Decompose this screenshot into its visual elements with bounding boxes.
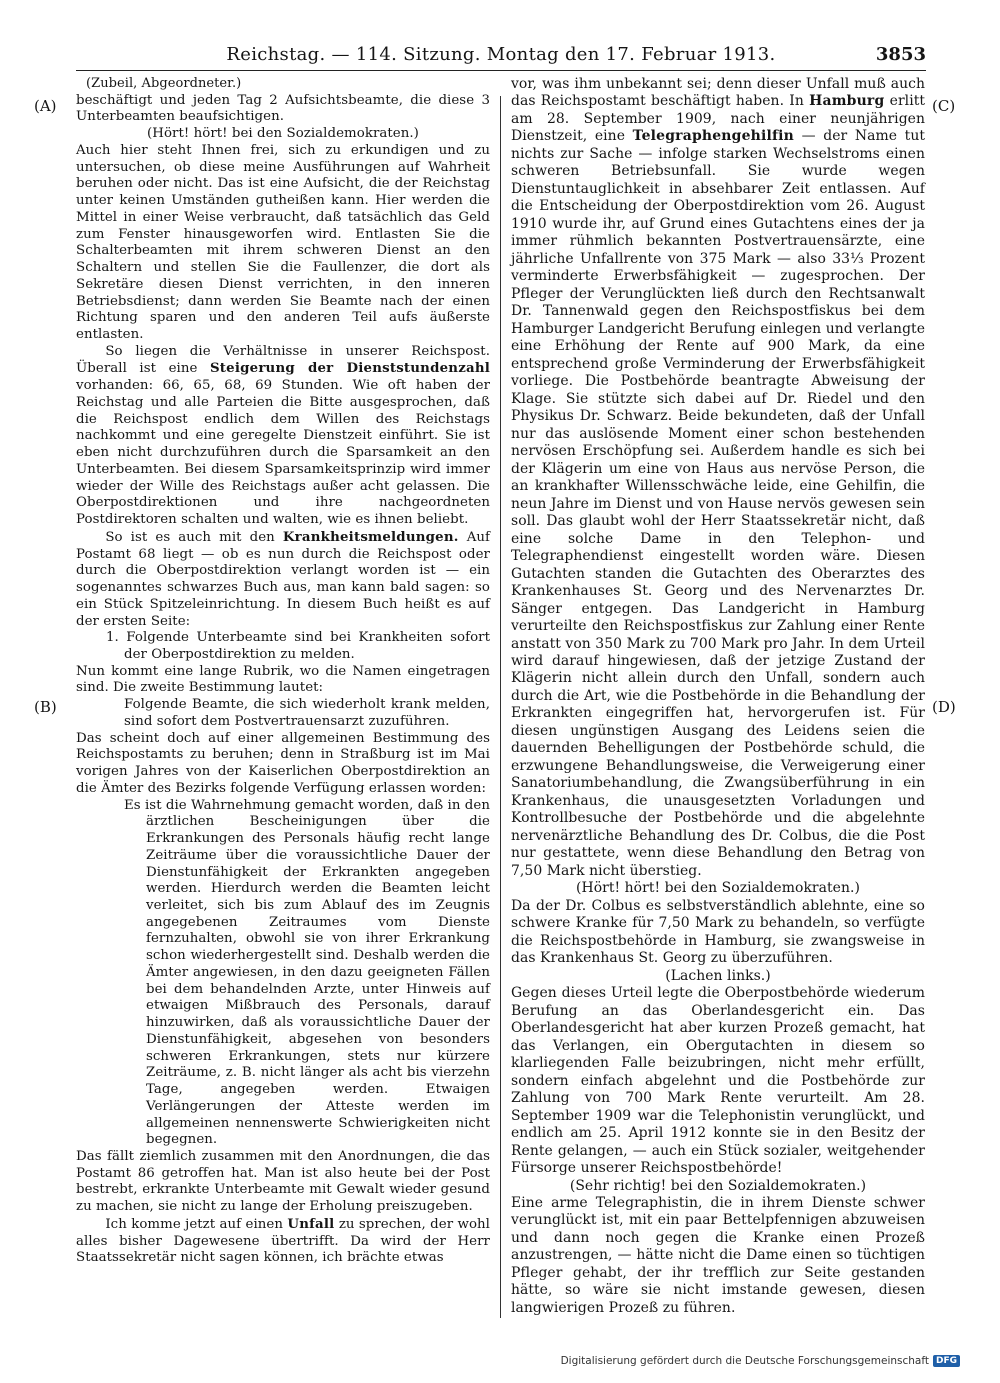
paragraph: Da der Dr. Colbus es selbstverständlich ablehnte, eine so schwere Kranke für 7,50 Mark zu behandeln, so verfügte die Reichspostbehörde in Hamburg, sie zwangsweise in das Krankenhaus St. Georg zu überzuführen. [511, 897, 925, 967]
paragraph: Nun kommt eine lange Rubrik, wo die Namen eingetragen sind. Die zweite Bestimmung lautet: [76, 663, 490, 696]
emphasis: Telegraphengehilfin [632, 128, 794, 145]
paragraph [76, 344, 490, 529]
paragraph [76, 1216, 490, 1267]
quote: 1. Folgende Unterbeamte sind bei Krankheiten sofort der Oberpostdirektion zu melden. [106, 630, 490, 662]
text: vorhanden: 66, 65, 68, 69 Stunden. Wie oft haben der Reichstag und alle Parteien die Bitte ausgesprochen, daß die Reichspost endlich dem Willen des Reichstags nachkommt und eine geregelte Dienstzeit einführt. Sie ist eben nicht durchzuführen durch die Sparsamkeit an den Unterbeamten. Bei diesem Sparsamkeitsprinzip wird immer wieder der Wille des Reichstags außer acht gelassen. Die Oberpostdirektionen und ihre nachgeordneten Postdirektoren schalten und walten, wie es ihnen beliebt. [76, 378, 490, 528]
paragraph [76, 529, 490, 630]
text: vor, was ihm unbekannt sei; denn dieser Unfall muß auch das Reichspostamt beschäftigt haben. In [511, 76, 925, 110]
page-number: 3853 [875, 44, 926, 65]
text: Auf Postamt 68 liegt — ob es nun durch die Reichspost oder durch die Oberpostdirektion verlangt worden ist — ein sogenanntes schwarzes Buch aus, man kann bald sagen: so ein Stück Spitzeleinrichtung. In diesem Buch heißt es auf der ersten Seite: [76, 529, 491, 629]
emphasis: Hamburg [809, 93, 885, 110]
quote: Es ist die Wahrnehmung gemacht worden, daß in den ärztlichen Bescheinigungen über die Erkrankungen des Personals häufig recht lange Zeiträume über die voraussichtliche Dauer der Dienstunfähigkeit der Erkrankten angegeben werden. Hierdurch werden die Beamten leicht verleitet, sich bis zum Ablauf des im Zeugnis angegebenen Zeitraumes vom Dienste fernzuhalten, obwohl sie von ihrer Erkrankung schon wiederhergestellt sind. Deshalb werden die Ämter angewiesen, in den dazu geeigneten Fällen bei dem behandelnden Arzte, unter Hinweis auf etwaigen Mißbrauch des Personals, darauf hinzuwirken, daß als voraussichtliche Dauer der Dienstunfähigkeit, abgesehen von besonders schweren Erkrankungen, stets nur kürzere Zeiträume, z. B. nicht länger als acht bis vierzehn Tage, angegeben werden. Etwaigen Verlängerungen der Atteste werden im allgemeinen nennenswerte Schwierigkeiten nicht begegnen. [124, 797, 490, 1148]
right-column [511, 76, 925, 1317]
text: erlitt am 28. September 1909, nach einer neunjährigen Dienstzeit, eine [511, 93, 925, 145]
paragraph: beschäftigt und jeden Tag 2 Aufsichtsbeamte, die diese 3 Unterbeamten beaufsichtigen. [76, 92, 490, 125]
page-header [76, 44, 926, 71]
emphasis: Krankheitsmeldungen. [282, 528, 459, 545]
text: Ich komme jetzt auf einen [105, 1216, 284, 1232]
paragraph: Das fällt ziemlich zusammen mit den Anordnungen, die das Postamt 86 getroffen hat. Man ist also heute bei der Post bestrebt, erkrankte Unterbeamte mit Gewalt wieder gesund zu machen, sie nicht zu lange der Erholung preiszugeben. [76, 1149, 490, 1215]
column-divider [500, 96, 501, 1318]
page-footer [561, 1355, 960, 1367]
text: zu sprechen, der wohl alles bisher Dagewesene übertrifft. Da wird der Herr Staatssekretär nicht sagen können, ich brächte etwas [76, 1216, 490, 1266]
paragraph: Eine arme Telegraphistin, die in ihrem Dienste schwer verunglückt ist, mit ein paar Bettelpfennigen abzuweisen und dann noch gegen die Kranke einen Prozeß anzustrengen, — hätte nicht die Dame einen so tüchtigen Pfleger gehabt, der ihr trefflich zur Seite gestanden hätte, so wäre sie nicht imstande gewesen, diesen langwierigen Prozeß zu führen. [511, 1195, 925, 1316]
quote: Folgende Beamte, die sich wiederholt krank melden, sind sofort dem Postvertrauensarzt zuzuführen. [124, 697, 490, 729]
paragraph: Auch hier steht Ihnen frei, sich zu erkundigen und zu untersuchen, ob diese meine Ausführungen auf Wahrheit beruhen oder nicht. Das ist eine Aufsicht, die der Reichstag unter keinen Umständen gutheißen kann. Hier werden die Mittel in einer Weise verbraucht, daß tatsächlich das Geld zum Fenster hinausgeworfen wird. Entlasten Sie die Schalterbeamten mit ihrem schweren Dienst an den Schaltern und stellen Sie die Faullenzer, die dort als Sekretäre diesen Dienst verrichten, in den inneren Betriebsdienst; dann werden Sie Beamte nach der einen Richtung sparen und den anderen Teil aufs äußerste entlasten. [76, 142, 490, 343]
margin-marker-d: (D) [932, 698, 956, 716]
margin-marker-a: (A) [34, 97, 57, 115]
paragraph [511, 76, 925, 880]
interjection: (Hört! hört! bei den Sozialdemokraten.) [147, 126, 419, 142]
text: So ist es auch mit den [105, 529, 275, 545]
interjection: (Hört! hört! bei den Sozialdemokraten.) [576, 880, 860, 897]
margin-marker-b: (B) [34, 698, 57, 716]
speaker-label: (Zubeil, Abgeordneter.) [86, 76, 242, 91]
interjection: (Sehr richtig! bei den Sozialdemokraten.) [569, 1177, 867, 1194]
left-column [76, 76, 490, 1267]
paragraph: Gegen dieses Urteil legte die Oberpostbehörde wiederum Berufung an das Oberlandesgericht ein. Das Oberlandesgericht hat aber kurzen Prozeß gemacht, hat das Verlangen, ein Obergutachten in diesem so klarliegenden Falle beizubringen, nicht mehr erfüllt, sondern einfach abgelehnt und die Postbehörde zur Zahlung von 700 Mark Rente verurteilt. Am 28. September 1909 war die Telephonistin verunglückt, und endlich am 25. April 1912 konnte sie in den Besitz der Rente gelangen, — auch ein Stück sozialer, weitgehender Fürsorge unserer Reichspostbehörde! [511, 985, 925, 1177]
text: So liegen die Verhältnisse in unserer Reichspost. Überall ist eine [76, 343, 490, 377]
text: — der Name tut nichts zur Sache — infolge starken Wechselstroms einen schweren Betriebsunfall. Sie wurde wegen Dienstuntauglichkeit in absehbarer Zeit entlassen. Auf die Entscheidung der Oberpostdirektion vom 26. August 1910 wurde ihr, auf Grund eines Gutachtens eines der ja immer rühmlich bekannten Postvertrauensärzte, eine jährliche Unfallrente von 375 Mark — also 33⅓ Prozent verminderte Erwerbsfähigkeit — zugesprochen. Der Pfleger der Verunglückten ließ durch den Rechtsanwalt Dr. Tannenwald gegen den Reichspostfiskus bei dem Hamburger Landgericht Berufung einlegen und verlangte eine Erhöhung der Rente auf 900 Mark, da eine entsprechend große Verminderung der Erwerbsfähigkeit vorliege. Die Postbehörde beantragte Abweisung der Klage. Sie stützte sich dabei auf Dr. Riedel und den Physikus Dr. Schwarz. Beide bekundeten, daß der Unfall nur das auslösende Moment einer schon bestehenden nervösen Erschöpfung sei. Außerdem handle es sich bei der Klägerin um eine von Haus aus nervöse Person, die an krankhafter Willensschwäche leide, eine Gehilfin, die neun Jahre im Dienst und von Hause nervös gewesen sein soll. Das glaubt wohl der Herr Staatssekretär nicht, daß eine solche Dame in den Telephon- und Telegraphendienst eingestellt worden wäre. Diesen Gutachten standen die Gutachten des Oberarztes des Krankenhauses St. Georg und des Nervenarztes Dr. Sänger entgegen. Das Landgericht in Hamburg verurteilte den Reichspostfiskus zur Zahlung einer Rente anstatt von 350 Mark zu 700 Mark pro Jahr. In dem Urteil wird darauf hingewiesen, daß der jetzige Zustand der Klägerin nicht allein durch den Unfall, sondern auch durch die Art, wie die Postbehörde in die Behandlung der Erkrankten eingegriffen hat, hervorgerufen ist. Für diesen ungünstigen Ausgang des Leidens seien die dauernden Behelligungen der Postbehörde schuld, die erzwungene Behandlungsweise, die Verweigerung einer Sanatoriumbehandlung, die Zwangsüberführung in ein Krankenhaus, die unausgesetzten Vorladungen und Kontrollbesuche der Postbehörde und die abgelehnte nervenärztliche Behandlung des Dr. Colbus, die die Post nur gestattete, wenn diese Behandlung den Betrag von 7,50 Mark nicht überstieg. [511, 128, 925, 879]
funding-note: Digitalisierung gefördert durch die Deutsche Forschungsgemeinschaft [560, 1355, 929, 1367]
margin-marker-c: (C) [932, 97, 956, 115]
paragraph: Das scheint doch auf einer allgemeinen Bestimmung des Reichspostamts zu beruhen; denn in Straßburg ist im Mai vorigen Jahres von der Kaiserlichen Oberpostdirektion an die Ämter des Bezirks folgende Verfügung erlassen worden: [76, 730, 490, 796]
running-title: Reichstag. — 114. Sitzung. Montag den 17. Februar 1913. [226, 44, 776, 65]
emphasis: Unfall [287, 1215, 335, 1232]
interjection: (Lachen links.) [665, 967, 771, 984]
emphasis: Steigerung der Dienststundenzahl [209, 360, 490, 377]
dfg-logo: DFG [933, 1355, 960, 1367]
